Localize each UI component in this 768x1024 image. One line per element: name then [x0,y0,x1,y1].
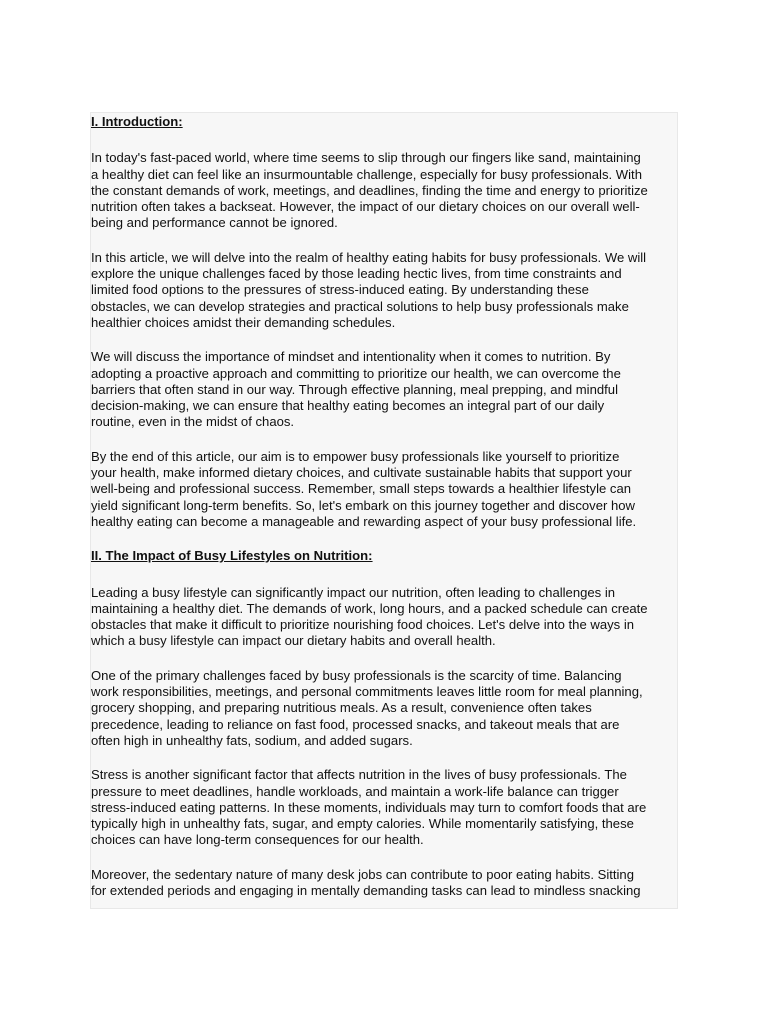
paragraph-line: stress-induced eating patterns. In these moments, individuals may turn to comfort foods that are [91,799,647,815]
paragraph-line: We will discuss the importance of mindset and intentionality when it comes to nutrition. By [91,349,611,365]
paragraph-line: maintaining a healthy diet. The demands of work, long hours, and a packed schedule can create [91,600,648,616]
paragraph [91,250,677,331]
paragraph-line: for extended periods and engaging in mentally demanding tasks can lead to mindless snacking [91,882,641,898]
paragraph-line: which a busy lifestyle can impact our dietary habits and overall health. [91,633,496,649]
paragraph-line: Stress is another significant factor that affects nutrition in the lives of busy professionals. The [91,767,627,783]
paragraph-line: Moreover, the sedentary nature of many desk jobs can contribute to poor eating habits. Sitting [91,866,634,882]
paragraph-line: routine, even in the midst of chaos. [91,414,295,430]
paragraph-line: In today's fast-paced world, where time seems to slip through our fingers like sand, maintaining [91,150,641,166]
paragraph [91,585,677,650]
paragraph [91,767,677,848]
paragraph-line: decision-making, we can ensure that healthy eating becomes an integral part of our daily [91,398,605,414]
document-text-block [90,112,678,909]
paragraph [91,867,677,900]
section-heading: I. Introduction: [91,114,183,129]
paragraph [91,449,677,530]
paragraph-line: nutrition often takes a backseat. However, the impact of our dietary choices on our overall well- [91,199,640,215]
paragraph-line: precedence, leading to reliance on fast food, processed snacks, and takeout meals that are [91,716,620,732]
paragraph-line: By the end of this article, our aim is to empower busy professionals like yourself to prioritize [91,448,620,464]
paragraph-line: healthy eating can become a manageable and rewarding aspect of your busy professional life. [91,513,637,529]
paragraph-line: healthier choices amidst their demanding schedules. [91,314,396,330]
paragraph-line: In this article, we will delve into the realm of healthy eating habits for busy professionals. We will [91,249,647,265]
paragraph-line: work responsibilities, meetings, and personal commitments leaves little room for meal planning, [91,684,643,700]
paragraph-line: One of the primary challenges faced by busy professionals is the scarcity of time. Balancing [91,667,622,683]
paragraph-line: your health, make informed dietary choices, and cultivate sustainable habits that support your [91,465,632,481]
paragraph-line: being and performance cannot be ignored. [91,215,338,231]
paragraph-line: grocery shopping, and preparing nutritious meals. As a result, convenience often takes [91,700,592,716]
paragraph-line: explore the unique challenges faced by those leading hectic lives, from time constraints and [91,266,622,282]
paragraph-line: obstacles, we can develop strategies and practical solutions to help busy professionals make [91,298,629,314]
paragraph-line: barriers that often stand in our way. Through effective planning, meal prepping, and mindful [91,381,618,397]
paragraph-line: yield significant long-term benefits. So, let's embark on this journey together and discover how [91,497,635,513]
paragraph-line: well-being and professional success. Remember, small steps towards a healthier lifestyle can [91,481,632,497]
section-heading: II. The Impact of Busy Lifestyles on Nutrition: [91,548,373,564]
paragraph [91,150,677,231]
paragraph-line: typically high in unhealthy fats, sugar, and empty calories. While momentarily satisfying, these [91,816,634,832]
paragraph-line: adopting a proactive approach and committing to prioritize our health, we can overcome the [91,365,621,381]
paragraph-line: obstacles that make it difficult to prioritize nourishing food choices. Let's delve into the ways in [91,617,635,633]
paragraph-line: often high in unhealthy fats, sodium, and added sugars. [91,732,413,748]
paragraph-line: Leading a busy lifestyle can significantly impact our nutrition, often leading to challenges in [91,584,616,600]
paragraph-line: choices can have long-term consequences for our health. [91,832,424,848]
paragraph-line: limited food options to the pressures of stress-induced eating. By understanding these [91,282,589,298]
paragraph-line: the constant demands of work, meetings, and deadlines, finding the time and energy to prioritize [91,182,648,198]
paragraph-line: a healthy diet can feel like an insurmountable challenge, especially for busy professionals. With [91,166,642,182]
paragraph [91,668,677,749]
paragraph-line: pressure to meet deadlines, handle workloads, and maintain a work-life balance can trigger [91,783,619,799]
paragraph [91,349,677,430]
